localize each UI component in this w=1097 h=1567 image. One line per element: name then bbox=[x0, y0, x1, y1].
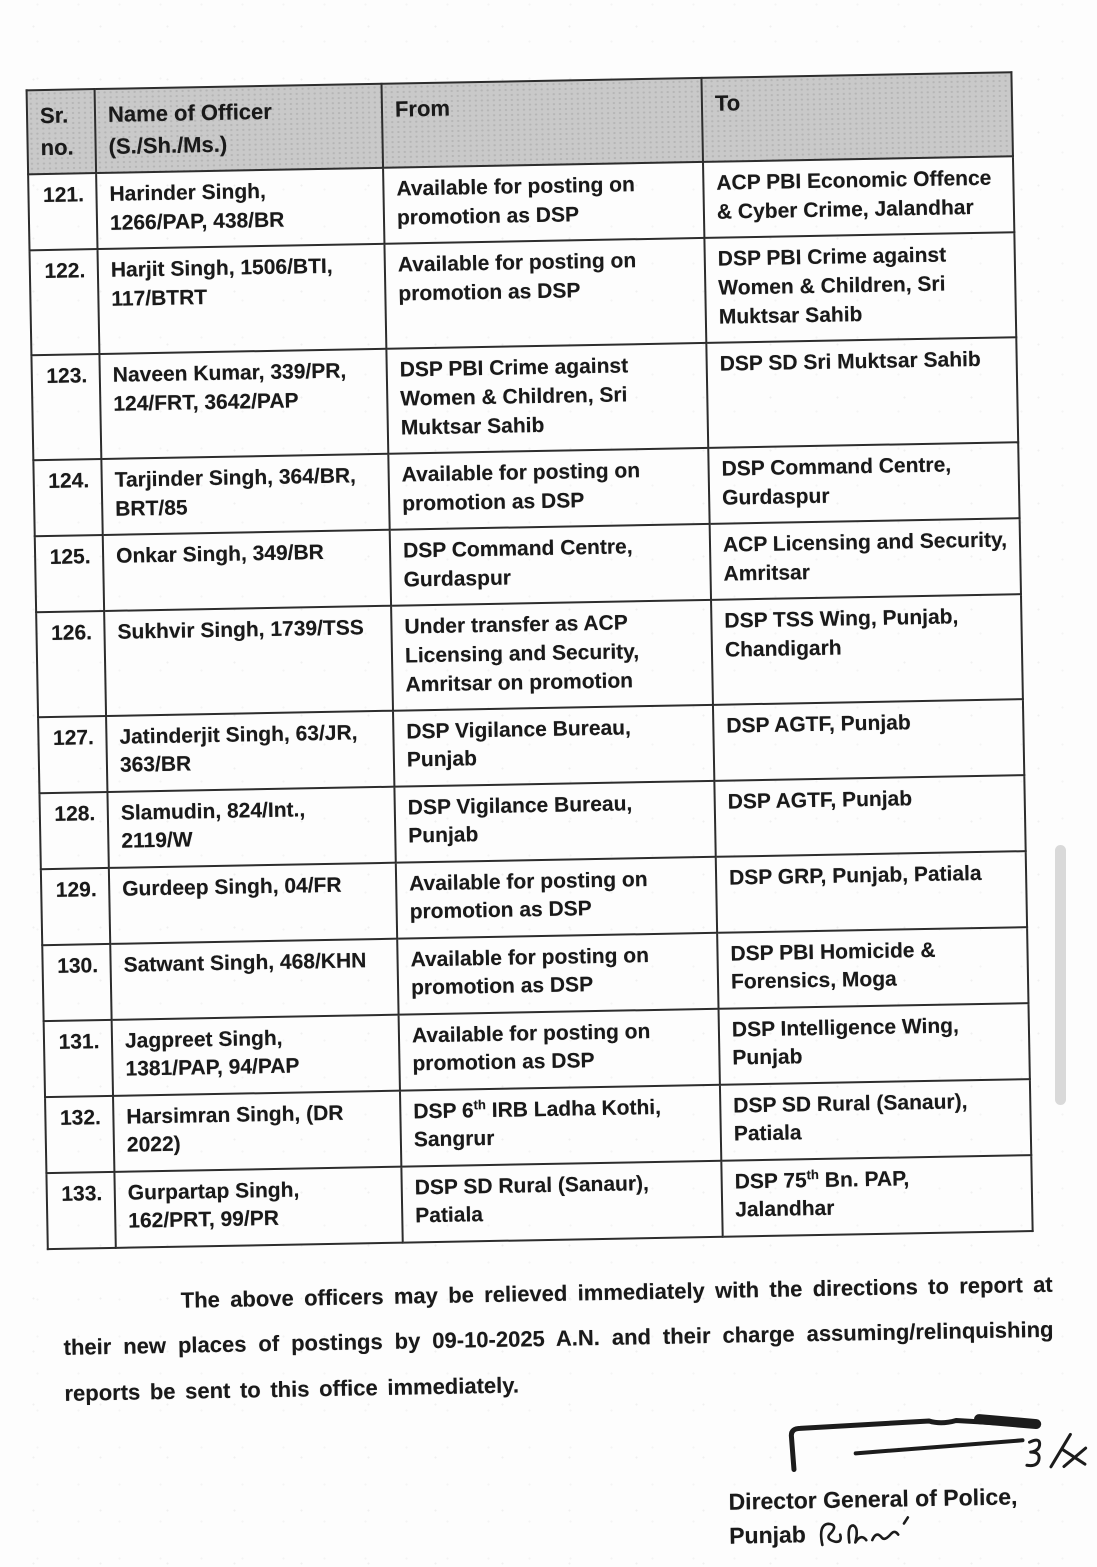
row-sr-no: 130. bbox=[42, 943, 111, 1020]
officer-name: Tarjinder Singh, 364/BR, BRT/85 bbox=[101, 453, 389, 534]
row-sr-no: 122. bbox=[30, 249, 100, 355]
table-row bbox=[30, 232, 1017, 355]
row-sr-no: 126. bbox=[36, 611, 106, 717]
handwritten-initials-icon bbox=[814, 1514, 919, 1552]
row-sr-no: 128. bbox=[39, 791, 108, 868]
table-row bbox=[31, 337, 1018, 460]
row-sr-no: 129. bbox=[41, 867, 110, 944]
to-posting: DSP SD Rural (Sanaur), Patiala bbox=[720, 1079, 1031, 1161]
row-sr-no: 127. bbox=[38, 715, 107, 792]
row-sr-no: 131. bbox=[44, 1019, 113, 1096]
from-posting: DSP PBI Crime against Women & Children, Sri Muktsar Sahib bbox=[386, 343, 708, 454]
row-sr-no: 123. bbox=[31, 354, 101, 460]
officer-name: Harsimran Singh, (DR 2022) bbox=[113, 1090, 401, 1171]
from-posting: Available for posting on promotion as DSP bbox=[396, 856, 717, 938]
officer-name: Naveen Kumar, 339/PR, 124/FRT, 3642/PAP bbox=[99, 348, 388, 458]
to-posting: DSP SD Sri Muktsar Sahib bbox=[706, 337, 1018, 448]
signature-scribble-icon bbox=[779, 1404, 1090, 1484]
from-posting: Available for posting on promotion as DSP bbox=[388, 447, 709, 529]
officer-name: Jagpreet Singh, 1381/PAP, 94/PAP bbox=[112, 1014, 400, 1095]
row-sr-no: 125. bbox=[35, 535, 104, 612]
from-posting: Under transfer as ACP Licensing and Security, Amritsar on promotion bbox=[391, 599, 713, 710]
to-posting: DSP 75th Bn. PAP, Jalandhar bbox=[721, 1155, 1032, 1237]
from-posting: DSP Command Centre, Gurdaspur bbox=[390, 523, 711, 605]
signature-title: Director General of Police, bbox=[728, 1483, 1018, 1515]
to-posting: DSP Command Centre, Gurdaspur bbox=[708, 442, 1019, 524]
from-posting: Available for posting on promotion as DSP bbox=[383, 162, 704, 244]
from-posting: DSP SD Rural (Sanaur), Patiala bbox=[401, 1160, 722, 1242]
from-posting: DSP 6th IRB Ladha Kothi, Sangrur bbox=[400, 1084, 721, 1166]
row-sr-no: 121. bbox=[28, 173, 97, 250]
row-sr-no: 132. bbox=[45, 1095, 114, 1172]
header-to: To bbox=[701, 72, 1012, 161]
row-sr-no: 124. bbox=[33, 459, 102, 536]
to-posting: DSP Intelligence Wing, Punjab bbox=[719, 1003, 1030, 1085]
header-from: From bbox=[382, 78, 703, 168]
to-posting: ACP Licensing and Security, Amritsar bbox=[710, 518, 1021, 600]
header-sr-no: Sr. no. bbox=[27, 89, 97, 174]
officer-name: Satwant Singh, 468/KHN bbox=[110, 938, 398, 1019]
postings-table bbox=[26, 71, 1034, 1249]
to-posting: DSP PBI Homicide & Forensics, Moga bbox=[717, 927, 1028, 1009]
scan-artifact-strip bbox=[1055, 845, 1066, 1105]
officer-name: Slamudin, 824/Int., 2119/W bbox=[107, 786, 395, 867]
table-row bbox=[36, 594, 1023, 717]
officer-name: Jatinderjit Singh, 63/JR, 363/BR bbox=[106, 710, 394, 791]
officer-name: Harinder Singh, 1266/PAP, 438/BR bbox=[96, 168, 384, 249]
signature-region: Punjab bbox=[728, 1521, 807, 1549]
table-body bbox=[28, 156, 1033, 1249]
officer-name: Gurpartap Singh, 162/PRT, 99/PR bbox=[114, 1166, 402, 1247]
from-posting: Available for posting on promotion as DSP bbox=[397, 932, 718, 1014]
from-posting: Available for posting on promotion as DSP bbox=[399, 1008, 720, 1090]
to-posting: DSP AGTF, Punjab bbox=[714, 775, 1025, 857]
from-posting: Available for posting on promotion as DSP bbox=[384, 238, 706, 349]
to-posting: DSP PBI Crime against Women & Children, Sri Muktsar Sahib bbox=[704, 232, 1016, 343]
officer-name: Onkar Singh, 349/BR bbox=[103, 529, 391, 610]
to-posting: DSP AGTF, Punjab bbox=[713, 699, 1024, 781]
to-posting: DSP GRP, Punjab, Patiala bbox=[716, 851, 1027, 933]
to-posting: ACP PBI Economic Offence & Cyber Crime, Jalandhar bbox=[703, 156, 1014, 238]
relieving-instructions-paragraph: The above officers may be relieved immediately with the directions to report at their new places of postings by 09-10-2025 A.N. and their charge assuming/relinquishing reports be sent to this office immediately. bbox=[63, 1271, 1054, 1406]
from-posting: DSP Vigilance Bureau, Punjab bbox=[394, 780, 715, 862]
officer-name: Harjit Singh, 1506/BTI, 117/BTRT bbox=[97, 244, 386, 354]
from-posting: DSP Vigilance Bureau, Punjab bbox=[393, 704, 714, 786]
officer-name: Gurdeep Singh, 04/FR bbox=[109, 862, 397, 943]
to-posting: DSP TSS Wing, Punjab, Chandigarh bbox=[711, 594, 1023, 705]
row-sr-no: 133. bbox=[46, 1171, 115, 1248]
header-officer-name: Name of Officer (S./Sh./Ms.) bbox=[95, 84, 383, 173]
officer-name: Sukhvir Singh, 1739/TSS bbox=[104, 605, 393, 715]
signature-block bbox=[727, 1404, 1070, 1551]
